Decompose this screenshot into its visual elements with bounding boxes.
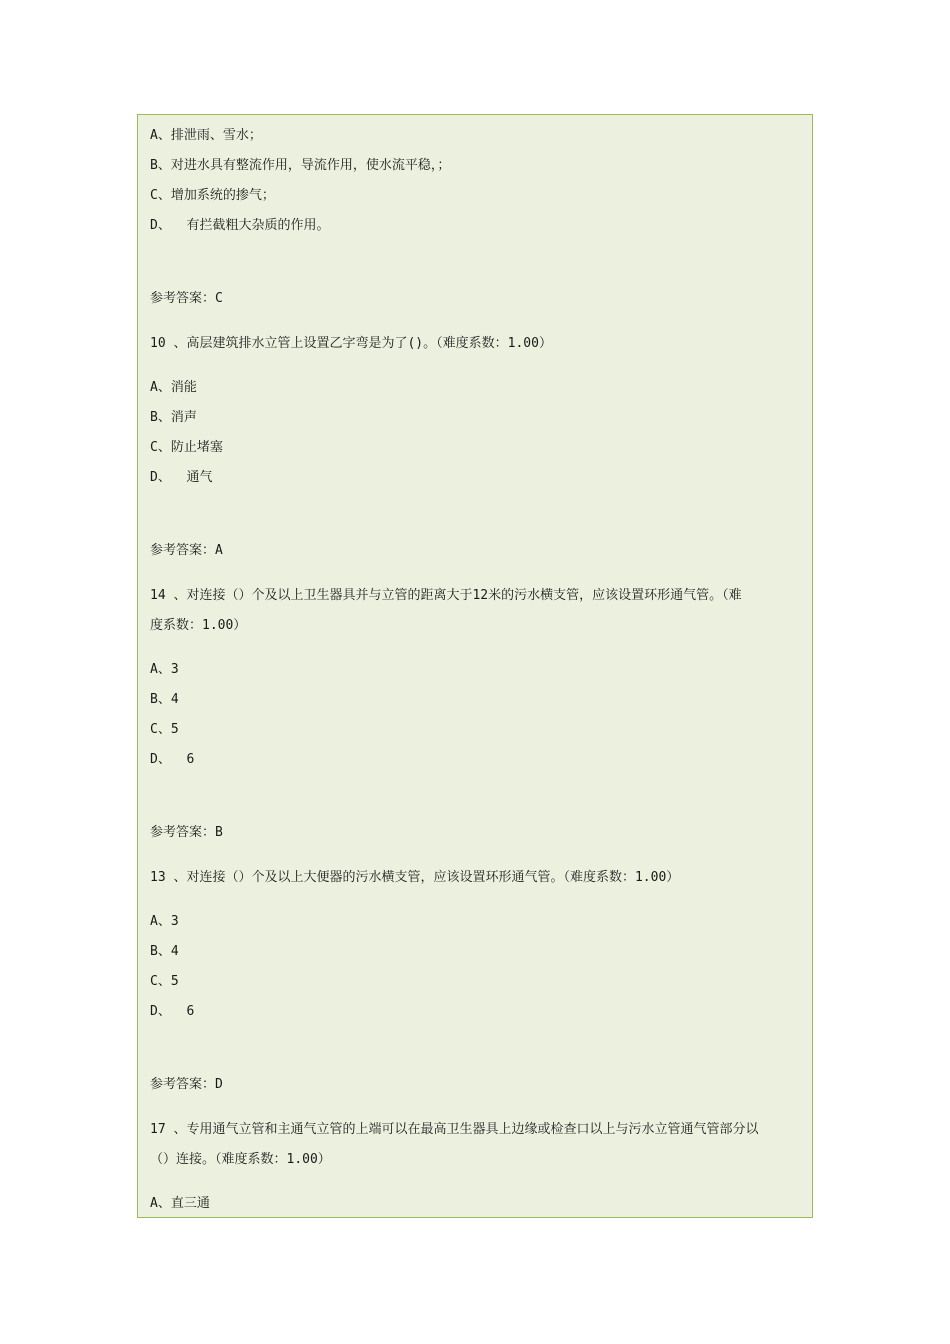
option-d: D、 通气 [150, 470, 213, 485]
option-a: A、排泄雨、雪水； [150, 128, 262, 143]
question-13-options [150, 907, 812, 1027]
option-a: A、3 [150, 914, 179, 929]
question-10-options [150, 373, 812, 493]
question-text: 10 、高层建筑排水立管上设置乙字弯是为了()。（难度系数：1.00） [150, 336, 552, 351]
option-a: A、直三通 [150, 1196, 210, 1211]
option-b: B、对进水具有整流作用，导流作用，使水流平稳，； [150, 158, 451, 173]
question-prev-options [150, 121, 812, 241]
answer-text: 参考答案：C [150, 291, 223, 306]
option-a: A、消能 [150, 380, 197, 395]
question-text-line1: 17 、专用通气立管和主通气立管的上端可以在最高卫生器具上边缘或检查口以上与污水立管通气管部分以 [150, 1122, 759, 1137]
question-14-options [150, 655, 812, 775]
question-17 [150, 1115, 812, 1175]
question-14 [150, 581, 812, 641]
answer-10 [150, 536, 812, 566]
option-d: D、 6 [150, 1004, 195, 1019]
option-a: A、3 [150, 662, 179, 677]
option-c: C、增加系统的掺气； [150, 188, 275, 203]
answer-prev [150, 284, 812, 314]
option-c: C、5 [150, 974, 179, 989]
question-text: 13 、对连接（）个及以上大便器的污水横支管，应该设置环形通气管。（难度系数：1.00） [150, 870, 680, 885]
question-10 [150, 329, 812, 359]
option-b: B、消声 [150, 410, 197, 425]
answer-13 [150, 1070, 812, 1100]
answer-14 [150, 818, 812, 848]
question-13 [150, 863, 812, 893]
question-text-line1: 14 、对连接（）个及以上卫生器具并与立管的距离大于12米的污水横支管，应该设置环形通气管。（难 [150, 588, 742, 603]
question-text-line2: 度系数：1.00） [150, 618, 247, 633]
option-d: D、 6 [150, 752, 195, 767]
answer-text: 参考答案：B [150, 825, 223, 840]
option-d: D、 有拦截粗大杂质的作用。 [150, 218, 330, 233]
question-text-line2: （）连接。（难度系数：1.00） [150, 1152, 331, 1167]
question-17-options [150, 1189, 812, 1218]
option-b: B、4 [150, 944, 179, 959]
answer-text: 参考答案：D [150, 1077, 223, 1092]
answer-text: 参考答案：A [150, 543, 223, 558]
option-c: C、防止堵塞 [150, 440, 223, 455]
document-panel [137, 114, 813, 1218]
option-c: C、5 [150, 722, 179, 737]
option-b: B、4 [150, 692, 179, 707]
